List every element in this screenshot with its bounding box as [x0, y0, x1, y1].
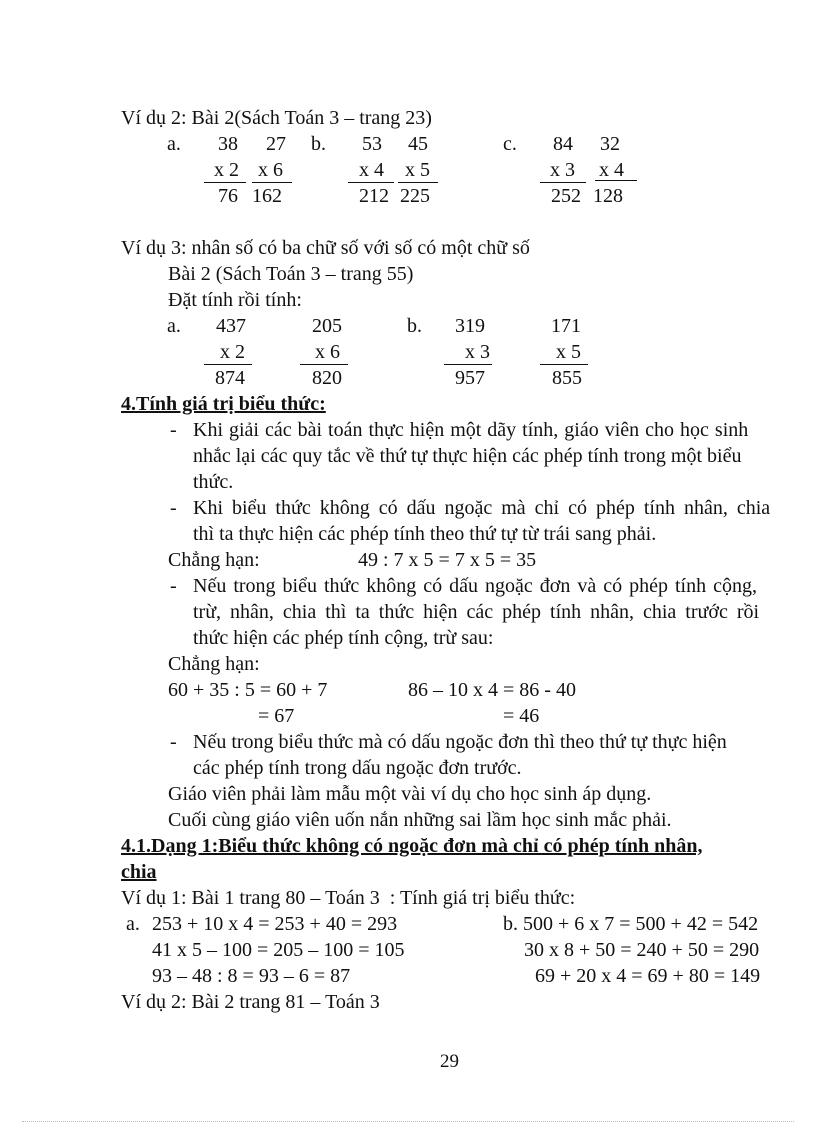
- calc-result: 225: [400, 185, 430, 207]
- expression-line: 30 x 8 + 50 = 240 + 50 = 290: [524, 939, 760, 961]
- calc-line: [398, 182, 438, 183]
- paragraph-line: nhắc lại các quy tắc về thứ tự thực hiện các phép tính trong một biểu: [193, 445, 742, 467]
- calc-operand: 319: [455, 315, 485, 337]
- calc-operand: 437: [216, 315, 246, 337]
- example-expression: = 46: [503, 705, 540, 727]
- example-3-reference: Bài 2 (Sách Toán 3 – trang 55): [168, 263, 414, 285]
- example-expression: 60 + 35 : 5 = 60 + 7: [168, 679, 328, 701]
- example-expression: 86 – 10 x 4 = 86 - 40: [408, 679, 576, 701]
- bullet-dash: -: [170, 419, 177, 441]
- calc-multiplier: x 2: [220, 341, 245, 363]
- section-4-1-title-cont: chia: [121, 861, 157, 883]
- paragraph-line: Khi biểu thức không có dấu ngoặc mà chỉ có phép tính nhân, chia: [193, 497, 771, 519]
- calc-multiplier: x 3: [550, 159, 575, 181]
- calc-operand: 32: [600, 133, 620, 155]
- calc-result: 874: [215, 367, 245, 389]
- calc-multiplier: x 5: [556, 341, 581, 363]
- calc-operand: 84: [553, 133, 573, 155]
- calc-line: [252, 182, 292, 183]
- paragraph-line: Nếu trong biểu thức mà có dấu ngoặc đơn thì theo thứ tự thực hiện: [193, 731, 727, 753]
- example-expression: 49 : 7 x 5 = 7 x 5 = 35: [358, 549, 537, 571]
- expression-line: 253 + 10 x 4 = 253 + 40 = 293: [152, 913, 398, 935]
- calc-line: [444, 364, 492, 365]
- expression-line: 69 + 20 x 4 = 69 + 80 = 149: [535, 965, 761, 987]
- paragraph-line: thức.: [193, 471, 234, 493]
- example-1-heading: Ví dụ 1: Bài 1 trang 80 – Toán 3 : Tính giá trị biểu thức:: [121, 887, 576, 909]
- expression-line: b. 500 + 6 x 7 = 500 + 42 = 542: [503, 913, 759, 935]
- paragraph-line: Cuối cùng giáo viên uốn nắn những sai lầm học sinh mắc phải.: [168, 809, 672, 831]
- calc-result: 128: [593, 185, 623, 207]
- calc-result: 252: [551, 185, 581, 207]
- calc-multiplier: x 4: [359, 159, 384, 181]
- expression-line: 41 x 5 – 100 = 205 – 100 = 105: [152, 939, 405, 961]
- calc-multiplier: x 3: [465, 341, 490, 363]
- paragraph-line: Khi giải các bài toán thực hiện một dãy tính, giáo viên cho học sinh: [193, 419, 749, 441]
- paragraph-line: Nếu trong biểu thức không có dấu ngoặc đơn và có phép tính cộng,: [193, 575, 757, 597]
- label-b: b.: [407, 315, 422, 337]
- example-expression: = 67: [258, 705, 295, 727]
- paragraph-line: thì ta thực hiện các phép tính theo thứ tự từ trái sang phải.: [193, 523, 657, 545]
- calc-multiplier: x 5: [405, 159, 430, 181]
- example-label: Chẳng hạn:: [168, 549, 260, 571]
- bullet-dash: -: [170, 497, 177, 519]
- calc-line: [300, 364, 348, 365]
- calc-line: [540, 364, 588, 365]
- page-number: 29: [440, 1051, 459, 1072]
- calc-line: [540, 182, 586, 183]
- calc-line: [204, 182, 246, 183]
- paragraph-line: Giáo viên phải làm mẫu một vài ví dụ cho học sinh áp dụng.: [168, 783, 652, 805]
- calc-line: [348, 182, 394, 183]
- expression-line: 93 – 48 : 8 = 93 – 6 = 87: [152, 965, 351, 987]
- calc-result: 957: [455, 367, 485, 389]
- section-4-1-title: 4.1.Dạng 1:Biểu thức không có ngoặc đơn mà chỉ có phép tính nhân,: [121, 835, 703, 857]
- bullet-dash: -: [170, 731, 177, 753]
- calc-multiplier: x 4: [599, 159, 624, 181]
- calc-operand: 38: [218, 133, 238, 155]
- example-2-heading: Ví dụ 2: Bài 2 trang 81 – Toán 3: [121, 991, 380, 1013]
- example-2-heading: Ví dụ 2: Bài 2(Sách Toán 3 – trang 23): [121, 107, 432, 129]
- paragraph-line: các phép tính trong dấu ngoặc đơn trước.: [193, 757, 522, 779]
- example-3-instruction: Đặt tính rồi tính:: [168, 289, 302, 311]
- label-b: b.: [311, 133, 326, 155]
- calc-result: 76: [218, 185, 238, 207]
- section-4-title: 4.Tính giá trị biểu thức:: [121, 393, 326, 415]
- calc-line: [204, 364, 252, 365]
- calc-operand: 27: [266, 133, 286, 155]
- calc-result: 820: [312, 367, 342, 389]
- label-a: a.: [167, 315, 181, 337]
- calc-operand: 205: [312, 315, 342, 337]
- calc-result: 162: [252, 185, 282, 207]
- calc-operand: 171: [551, 315, 581, 337]
- calc-multiplier: x 2: [214, 159, 239, 181]
- calc-multiplier: x 6: [258, 159, 283, 181]
- bullet-dash: -: [170, 575, 177, 597]
- example-3-heading: Ví dụ 3: nhân số có ba chữ số với số có một chữ số: [121, 237, 530, 259]
- paragraph-line: thức hiện các phép tính cộng, trừ sau:: [193, 627, 494, 649]
- label-a: a.: [126, 913, 140, 935]
- calc-multiplier: x 6: [315, 341, 340, 363]
- calc-result: 855: [552, 367, 582, 389]
- example-label: Chẳng hạn:: [168, 653, 260, 675]
- calc-operand: 53: [362, 133, 382, 155]
- calc-result: 212: [359, 185, 389, 207]
- label-a: a.: [167, 133, 181, 155]
- page-bottom-border: [22, 1121, 794, 1122]
- calc-operand: 45: [408, 133, 428, 155]
- label-c: c.: [503, 133, 517, 155]
- paragraph-line: trừ, nhân, chia thì ta thức hiện các phép tính nhân, chia trước rồi: [193, 601, 760, 623]
